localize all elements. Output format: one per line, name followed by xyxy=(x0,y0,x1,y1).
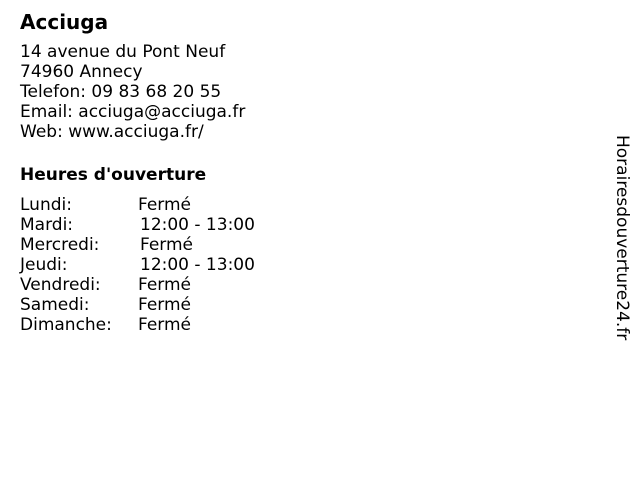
day-hours: 12:00 - 13:00 xyxy=(140,255,255,275)
hours-row-dimanche xyxy=(20,315,580,335)
hours-row-mercredi xyxy=(20,235,580,255)
hours-row-lundi xyxy=(20,195,580,215)
day-label: Lundi: xyxy=(20,195,72,215)
day-hours: Fermé xyxy=(140,235,194,255)
email-line: Email: acciuga@acciuga.fr xyxy=(20,102,246,122)
site-watermark: Horairesdouverture24.fr xyxy=(612,135,632,341)
hours-table xyxy=(20,195,580,335)
day-label: Dimanche: xyxy=(20,315,112,335)
hours-row-mardi xyxy=(20,215,580,235)
hours-heading: Heures d'ouverture xyxy=(20,165,207,185)
hours-row-jeudi xyxy=(20,255,580,275)
day-hours: Fermé xyxy=(138,315,192,335)
day-hours: 12:00 - 13:00 xyxy=(140,215,255,235)
business-card xyxy=(20,10,580,335)
phone-line: Telefon: 09 83 68 20 55 xyxy=(20,82,222,102)
day-label: Vendredi: xyxy=(20,275,101,295)
postal-city: 74960 Annecy xyxy=(20,62,143,82)
business-name: Acciuga xyxy=(20,10,109,34)
day-label: Jeudi: xyxy=(20,255,68,275)
website-line: Web: www.acciuga.fr/ xyxy=(20,122,204,142)
day-label: Samedi: xyxy=(20,295,90,315)
day-label: Mercredi: xyxy=(20,235,100,255)
day-hours: Fermé xyxy=(138,295,192,315)
day-hours: Fermé xyxy=(138,195,192,215)
hours-row-vendredi xyxy=(20,275,580,295)
day-hours: Fermé xyxy=(138,275,192,295)
day-label: Mardi: xyxy=(20,215,74,235)
address-block xyxy=(20,42,580,142)
street-address: 14 avenue du Pont Neuf xyxy=(20,42,226,62)
hours-row-samedi xyxy=(20,295,580,315)
